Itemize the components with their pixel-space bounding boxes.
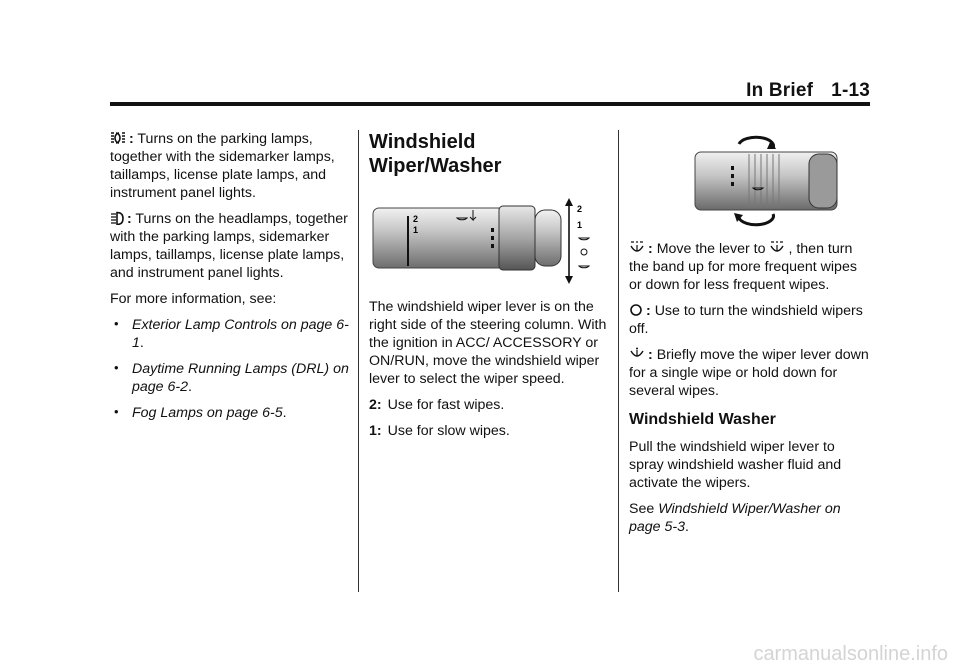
see-prefix: See xyxy=(629,501,655,517)
reference-link-drl[interactable]: • Daytime Running Lamps (DRL) on page 6-2. xyxy=(110,360,350,396)
off-sep: : xyxy=(646,303,651,319)
parking-lamps-sep: : xyxy=(129,131,134,147)
page-number: 1-13 xyxy=(831,80,870,101)
delay-text-a: Move the lever to xyxy=(656,241,766,257)
delay-paragraph xyxy=(629,240,869,294)
washer-heading: Windshield Washer xyxy=(629,411,776,428)
off-paragraph xyxy=(629,302,869,338)
see-end: . xyxy=(685,519,689,535)
reference-link-exterior-lamps[interactable]: • Exterior Lamp Controls on page 6-1. xyxy=(110,316,350,352)
header-rule xyxy=(110,102,870,106)
reference-link-fog-lamps[interactable]: • Fog Lamps on page 6-5. xyxy=(110,404,350,422)
headlamps-text: Turns on the headlamps, together with the parking lamps, sidemarker lamps, taillamps, license plate lamps, and instrument panel lights. xyxy=(110,211,348,281)
column-wiper xyxy=(369,130,609,448)
headlamps-icon xyxy=(110,211,124,225)
figure-label-2b: 2 xyxy=(577,204,583,214)
see-link[interactable]: Windshield Wiper/Washer on page 5-3 xyxy=(629,501,841,535)
mist-sep: : xyxy=(648,347,653,363)
more-info-text: For more information, see: xyxy=(110,291,277,307)
figure-label-1: 1 xyxy=(413,225,419,235)
section-title: In Brief xyxy=(746,80,814,101)
wiper-lever-figure xyxy=(369,190,609,286)
wiper-mist-icon xyxy=(629,347,645,361)
column-divider-1 xyxy=(358,130,359,592)
column-divider-2 xyxy=(618,130,619,592)
see-paragraph xyxy=(629,500,869,536)
header-title xyxy=(746,80,870,102)
wiper-off-icon xyxy=(629,303,643,317)
parking-lamps-paragraph xyxy=(110,130,350,202)
mist-text: Briefly move the wiper lever down for a single wipe or hold down for several wipes. xyxy=(629,347,869,399)
washer-text: Pull the windshield wiper lever to spray windshield washer fluid and activate the wipers. xyxy=(629,439,842,491)
wiper-heading: Windshield Wiper/Washer xyxy=(369,131,502,177)
reference-list xyxy=(110,316,350,422)
delay-text-b: , then turn the band up for more frequent wipes or down for less frequent wipes. xyxy=(629,241,857,293)
delay-sep: : xyxy=(648,241,653,257)
wiper-delay-icon xyxy=(629,241,645,255)
wiper-band-figure xyxy=(629,130,869,230)
column-wiper-modes xyxy=(629,130,869,544)
figure-label-2: 2 xyxy=(413,214,419,224)
figure-label-1b: 1 xyxy=(577,220,583,230)
speed-fast: 2: Use for fast wipes. xyxy=(369,397,505,413)
headlamps-paragraph xyxy=(110,210,350,282)
headlamps-sep: : xyxy=(127,211,132,227)
column-lamps xyxy=(110,130,350,430)
wiper-delay-inline-icon xyxy=(769,241,785,255)
speed-slow: 1: Use for slow wipes. xyxy=(369,423,510,439)
off-text: Use to turn the windshield wipers off. xyxy=(629,303,863,337)
parking-lamps-text: Turns on the parking lamps, together with the sidemarker lamps, taillamps, license plate lamps, and instrument panel lights. xyxy=(110,131,335,201)
watermark: carmanualsonline.info xyxy=(753,643,948,665)
parking-lamps-icon xyxy=(110,131,126,145)
wiper-intro: The windshield wiper lever is on the right side of the steering column. With the ignition in ACC/ ACCESSORY or ON/RUN, move the windshield wiper lever to select the wiper speed. xyxy=(369,299,607,387)
mist-paragraph xyxy=(629,346,869,400)
